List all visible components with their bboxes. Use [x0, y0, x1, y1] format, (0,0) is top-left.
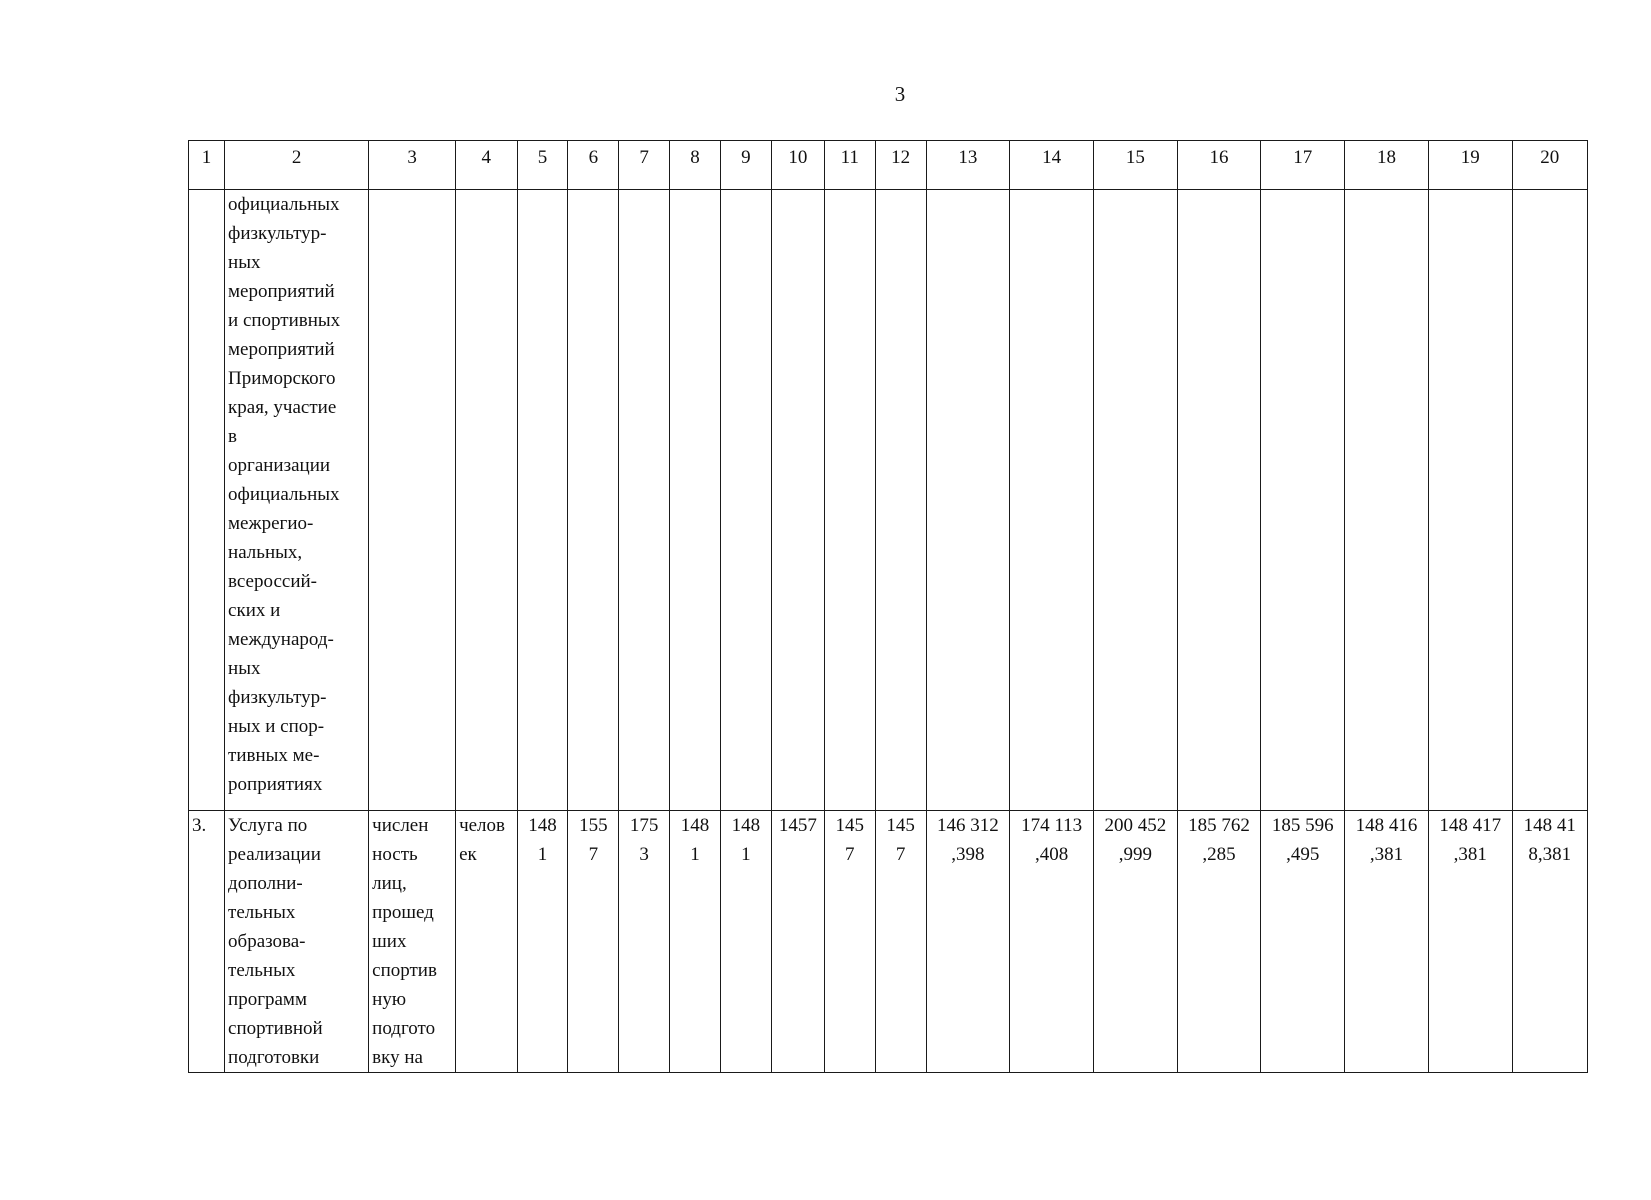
- unit-of-measure: челов ек: [456, 811, 517, 1073]
- table-cell: [568, 190, 619, 811]
- column-number: 18: [1345, 141, 1429, 190]
- service-name-continuation: официальных физкультур- ных мероприятий и спортивных мероприятий Приморского края, участие в организации официальных межрегио- нальных, всероссий- ских и международ- ных физкультур- ных и спор- тивных ме- роприятиях: [225, 190, 369, 811]
- value-cell: 185 596 ,495: [1261, 811, 1345, 1073]
- column-number: 14: [1010, 141, 1094, 190]
- table-cell: [771, 190, 824, 811]
- value-cell: 148 1: [517, 811, 568, 1073]
- value-cell: 148 416 ,381: [1345, 811, 1429, 1073]
- table-cell: [1512, 190, 1587, 811]
- table-cell: [1345, 190, 1429, 811]
- value-cell: 185 762 ,285: [1177, 811, 1261, 1073]
- column-number: 15: [1093, 141, 1177, 190]
- table-cell: [517, 190, 568, 811]
- value-cell: 155 7: [568, 811, 619, 1073]
- table-cell: [824, 190, 875, 811]
- column-number: 13: [926, 141, 1010, 190]
- table-cell: [926, 190, 1010, 811]
- column-number: 2: [225, 141, 369, 190]
- service-table: [188, 140, 1588, 1073]
- service-name: Услуга по реализации дополни- тельных образова- тельных программ спортивной подготовки: [225, 811, 369, 1073]
- column-number: 7: [619, 141, 670, 190]
- value-cell: 145 7: [875, 811, 926, 1073]
- table-cell: [1177, 190, 1261, 811]
- indicator-name: числен ность лиц, прошед ших спортив ную подгото вку на: [369, 811, 456, 1073]
- column-number: 16: [1177, 141, 1261, 190]
- table-cell: [619, 190, 670, 811]
- column-number: 6: [568, 141, 619, 190]
- value-cell: 148 41 8,381: [1512, 811, 1587, 1073]
- table-cell: [369, 190, 456, 811]
- table-cell: [1428, 190, 1512, 811]
- value-cell: 145 7: [824, 811, 875, 1073]
- table-cell: [1093, 190, 1177, 811]
- value-cell: 175 3: [619, 811, 670, 1073]
- page-number: 3: [894, 82, 906, 106]
- column-number: 20: [1512, 141, 1587, 190]
- column-number: 4: [456, 141, 517, 190]
- value-cell: 174 113 ,408: [1010, 811, 1094, 1073]
- value-cell: 148 417 ,381: [1428, 811, 1512, 1073]
- table-cell: [456, 190, 517, 811]
- column-number: 5: [517, 141, 568, 190]
- table-cell: [189, 190, 225, 811]
- column-number: 1: [189, 141, 225, 190]
- value-cell: 1457: [771, 811, 824, 1073]
- table-cell: [670, 190, 721, 811]
- column-number: 19: [1428, 141, 1512, 190]
- row-number: 3.: [189, 811, 225, 1073]
- table-row-service-3: [189, 811, 1588, 1073]
- value-cell: 146 312 ,398: [926, 811, 1010, 1073]
- table-cell: [1010, 190, 1094, 811]
- table-cell: [1261, 190, 1345, 811]
- column-number: 3: [369, 141, 456, 190]
- column-number: 11: [824, 141, 875, 190]
- column-number: 12: [875, 141, 926, 190]
- value-cell: 200 452 ,999: [1093, 811, 1177, 1073]
- column-number-row: [189, 141, 1588, 190]
- table-row-continuation: [189, 190, 1588, 811]
- column-number: 9: [720, 141, 771, 190]
- column-number: 8: [670, 141, 721, 190]
- table-cell: [720, 190, 771, 811]
- value-cell: 148 1: [670, 811, 721, 1073]
- table-cell: [875, 190, 926, 811]
- column-number: 10: [771, 141, 824, 190]
- value-cell: 148 1: [720, 811, 771, 1073]
- column-number: 17: [1261, 141, 1345, 190]
